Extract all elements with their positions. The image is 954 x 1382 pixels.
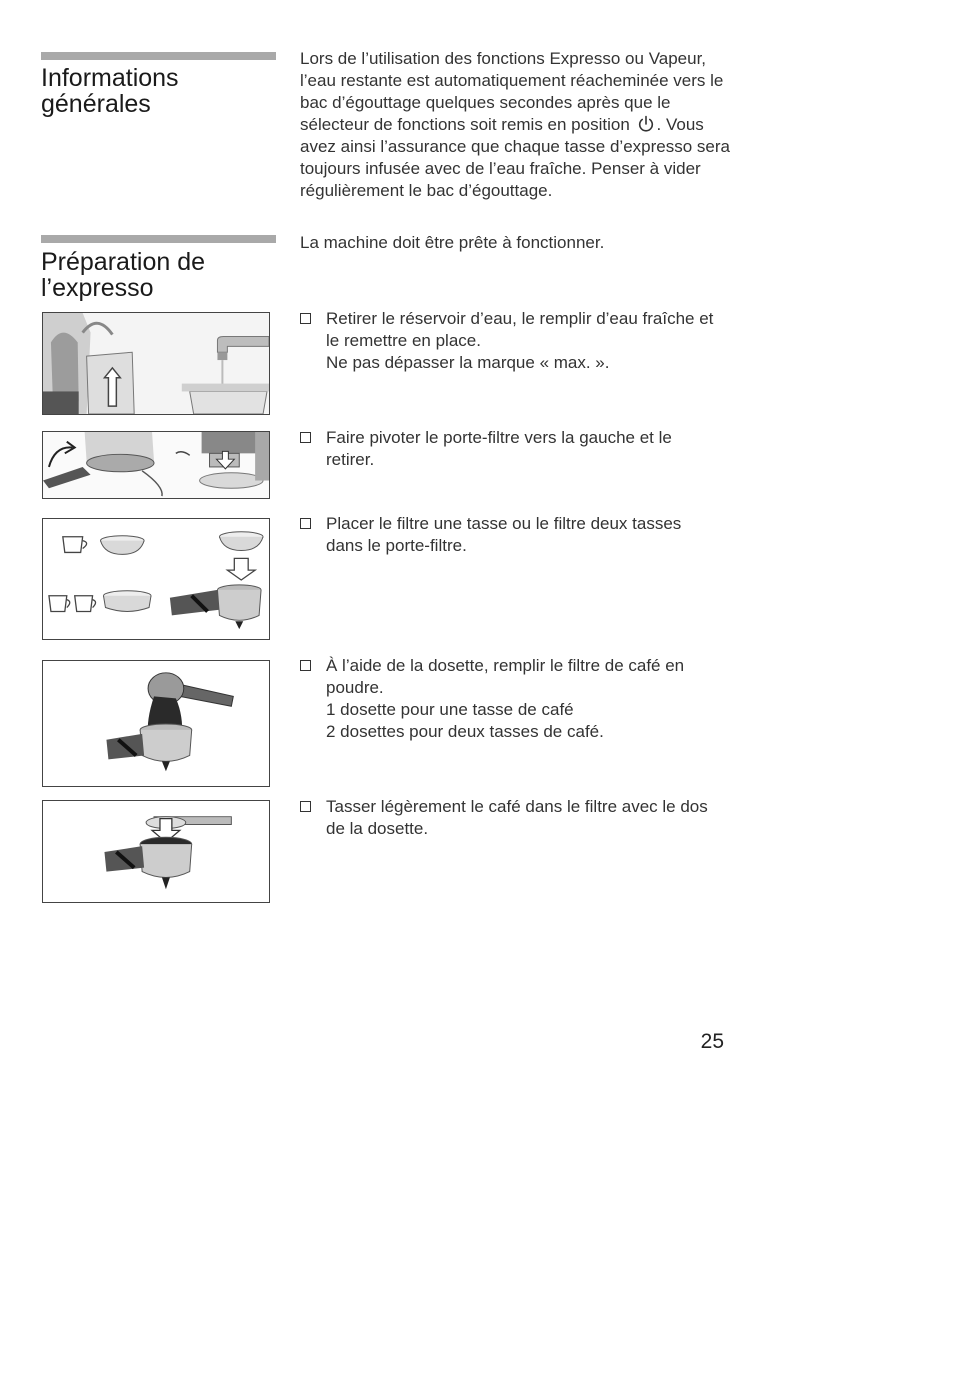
step-1 (300, 308, 730, 374)
step-2-line-1: Faire pivoter le porte-filtre vers la gauche et le (326, 428, 672, 447)
checkbox-bullet-icon (300, 660, 311, 671)
step-4 (300, 655, 730, 743)
step-5-line-2: de la dosette. (326, 819, 429, 838)
step-4-line-4: 2 dosettes pour deux tasses de café. (326, 722, 604, 741)
step-2-text (326, 427, 730, 471)
step-2-line-2: retirer. (326, 450, 375, 469)
checkbox-bullet-icon (300, 518, 311, 529)
figure-fill-coffee (42, 660, 270, 787)
figure-insert-filter (42, 518, 270, 640)
step-3 (300, 513, 730, 557)
step-3-line-2: dans le porte-filtre. (326, 536, 467, 555)
step-4-text (326, 655, 730, 743)
general-paragraph (300, 48, 730, 202)
step-5-line-1: Tasser légèrement le café dans le filtre avec le dos (326, 797, 708, 816)
step-4-line-1: À l’aide de la dosette, remplir le filtre de café en (326, 656, 685, 675)
heading-preparation (41, 249, 205, 301)
checkbox-bullet-icon (300, 801, 311, 812)
heading-general (41, 65, 179, 117)
step-4-line-3: 1 dosette pour une tasse de café (326, 700, 574, 719)
step-4-line-2: poudre. (326, 678, 384, 697)
figure-remove-portafilter (42, 431, 270, 499)
figure-water-tank (42, 312, 270, 415)
step-5-text (326, 796, 730, 840)
step-2 (300, 427, 730, 471)
section-rule-general (41, 52, 276, 60)
checkbox-bullet-icon (300, 313, 311, 324)
step-1-line-2: le remettre en place. (326, 331, 481, 350)
step-3-line-1: Placer le filtre une tasse ou le filtre deux tasses (326, 514, 682, 533)
step-1-line-3: Ne pas dépasser la marque « max. ». (326, 353, 610, 372)
figure-tamp-coffee (42, 800, 270, 903)
step-1-text (326, 308, 730, 374)
heading-preparation-line1: Préparation de (41, 248, 206, 276)
step-1-line-1: Retirer le réservoir d’eau, le remplir d’eau fraîche et (326, 309, 714, 328)
page-number: 25 (700, 1030, 724, 1053)
heading-general-line1: Informations (41, 64, 179, 92)
step-5 (300, 796, 730, 840)
power-icon (637, 115, 655, 133)
heading-preparation-line2: l’expresso (41, 274, 154, 302)
general-paragraph-part1: Lors de l’utilisation des fonctions Expresso ou Vapeur, l’eau restante est automatiquement réacheminée vers le bac d’égouttage quelques secondes après que le sélecteur de fonctions soit remis en position (300, 49, 724, 134)
checkbox-bullet-icon (300, 432, 311, 443)
general-paragraph-part2: . Vous avez ainsi l’assurance que chaque tasse d’expresso sera toujours infusée avec de l’eau fraîche. Penser à vider régulièrement le bac d’égouttage. (300, 115, 730, 200)
preparation-intro: La machine doit être prête à fonctionner. (300, 233, 605, 252)
heading-general-line2: générales (41, 90, 151, 118)
section-rule-preparation (41, 235, 276, 243)
step-3-text (326, 513, 730, 557)
